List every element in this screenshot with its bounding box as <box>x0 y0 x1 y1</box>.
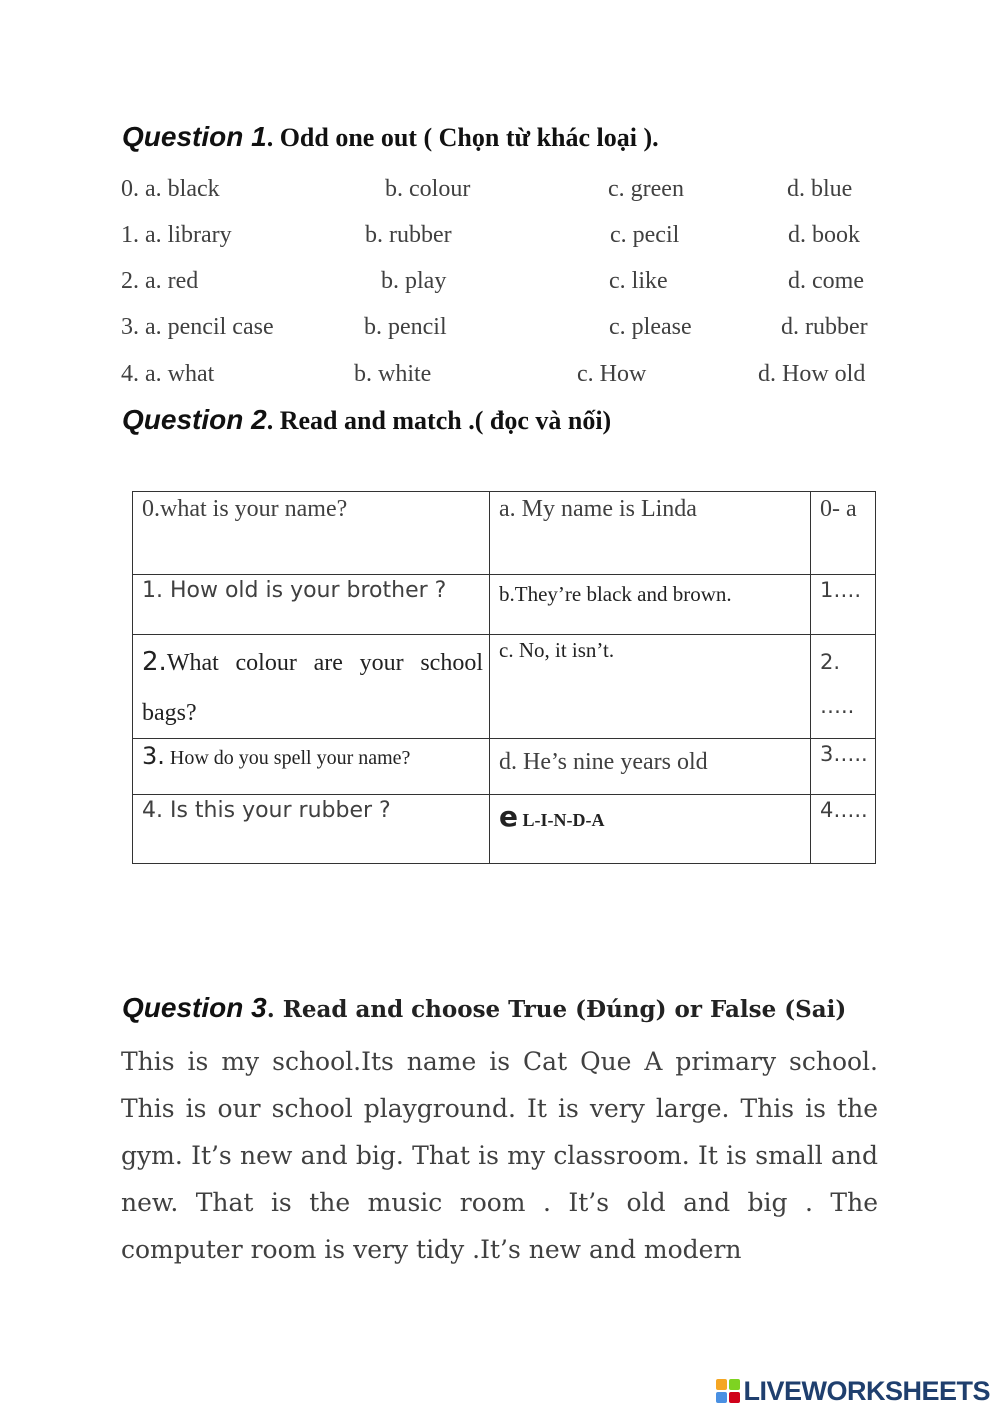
match-blank-3[interactable]: 3….. <box>811 739 876 795</box>
match-result-0: 0- a <box>811 492 876 575</box>
q1-row-4-d: d. How old <box>758 361 866 387</box>
q1-label: Question 1 <box>122 121 267 152</box>
q1-row-2-c: c. like <box>609 268 668 294</box>
q1-row-2-a: 2. a. red <box>121 268 199 294</box>
match-question-3-num: 3. <box>142 742 165 770</box>
match-blank-2[interactable] <box>811 635 876 739</box>
q1-row-1-b: b. rubber <box>365 222 452 248</box>
match-answer-c: c. No, it isn’t. <box>490 635 811 739</box>
match-answer-e <box>490 795 811 864</box>
match-question-3-text: How do you spell your name? <box>164 747 411 769</box>
q1-row-1-a: 1. a. library <box>121 222 232 248</box>
q3-label: Question 3 <box>122 992 267 1023</box>
match-blank-2-num: 2. <box>820 650 841 674</box>
match-question-2 <box>133 635 490 739</box>
q3-title <box>122 992 846 1024</box>
q1-row-0-d: d. blue <box>787 176 853 202</box>
match-answer-b-text: .They’re black and brown. <box>509 582 732 606</box>
match-answer-d: d. He’s nine years old <box>490 739 811 795</box>
table-row <box>133 635 876 739</box>
q1-row-2 <box>0 268 1000 298</box>
match-question-2-num: 2. <box>142 647 167 677</box>
q1-row-3-d: d. rubber <box>781 314 868 340</box>
q1-row-4 <box>0 361 1000 391</box>
q1-row-0-a: 0. a. black <box>121 176 220 202</box>
q1-row-4-c: c. How <box>577 361 647 387</box>
q1-row-3 <box>0 314 1000 344</box>
q1-instruction: . Odd one out ( Chọn từ khác loại ). <box>266 123 659 152</box>
match-table <box>132 491 876 864</box>
match-blank-1[interactable]: 1…. <box>811 575 876 635</box>
match-question-2-text: What colour are your school bags? <box>142 650 483 726</box>
match-blank-2-dots: ….. <box>820 694 855 718</box>
logo-text: LIVEWORKSHEETS <box>743 1375 990 1406</box>
q1-row-3-b: b. pencil <box>364 314 447 340</box>
q1-row-2-d: d. come <box>788 268 864 294</box>
table-row <box>133 575 876 635</box>
q1-row-2-b: b. play <box>381 268 447 294</box>
match-question-3 <box>133 739 490 795</box>
match-answer-e-letter: e <box>499 800 518 833</box>
q3-instruction: . Read and choose True (Đúng) or False (Sai) <box>266 996 847 1023</box>
table-row <box>133 739 876 795</box>
match-answer-e-text: L-I-N-D-A <box>518 810 605 830</box>
q1-row-0 <box>0 176 1000 206</box>
table-row <box>133 492 876 575</box>
q1-row-4-b: b. white <box>354 361 432 387</box>
match-blank-4[interactable]: 4….. <box>811 795 876 864</box>
match-answer-b-letter: b <box>499 582 510 606</box>
match-question-1: 1. How old is your brother ? <box>133 575 490 635</box>
liveworksheets-logo <box>716 1373 990 1409</box>
q2-title <box>122 404 611 436</box>
match-question-0: 0.what is your name? <box>133 492 490 575</box>
q1-title <box>122 121 659 153</box>
q1-row-0-c: c. green <box>608 176 684 202</box>
q1-row-3-c: c. please <box>609 314 692 340</box>
q1-row-3-a: 3. a. pencil case <box>121 314 274 340</box>
q2-label: Question 2 <box>122 404 267 435</box>
q1-row-0-b: b. colour <box>385 176 471 202</box>
match-answer-b <box>490 575 811 635</box>
table-row <box>133 795 876 864</box>
q2-instruction: . Read and match .( đọc và nối) <box>266 406 612 435</box>
q1-row-1 <box>0 222 1000 252</box>
q1-row-1-d: d. book <box>788 222 860 248</box>
q3-passage: This is my school.Its name is Cat Que A primary school. This is our school playground. It is very large. This is the gym. It’s new and big. That is my classroom. It is small and new. That is the music room . It’s old and big . The computer room is very tidy .It’s new and modern <box>121 1047 878 1264</box>
logo-mark-icon <box>716 1379 740 1403</box>
q1-row-1-c: c. pecil <box>610 222 680 248</box>
match-answer-a: a. My name is Linda <box>490 492 811 575</box>
match-question-4: 4. Is this your rubber ? <box>133 795 490 864</box>
q1-row-4-a: 4. a. what <box>121 361 215 387</box>
